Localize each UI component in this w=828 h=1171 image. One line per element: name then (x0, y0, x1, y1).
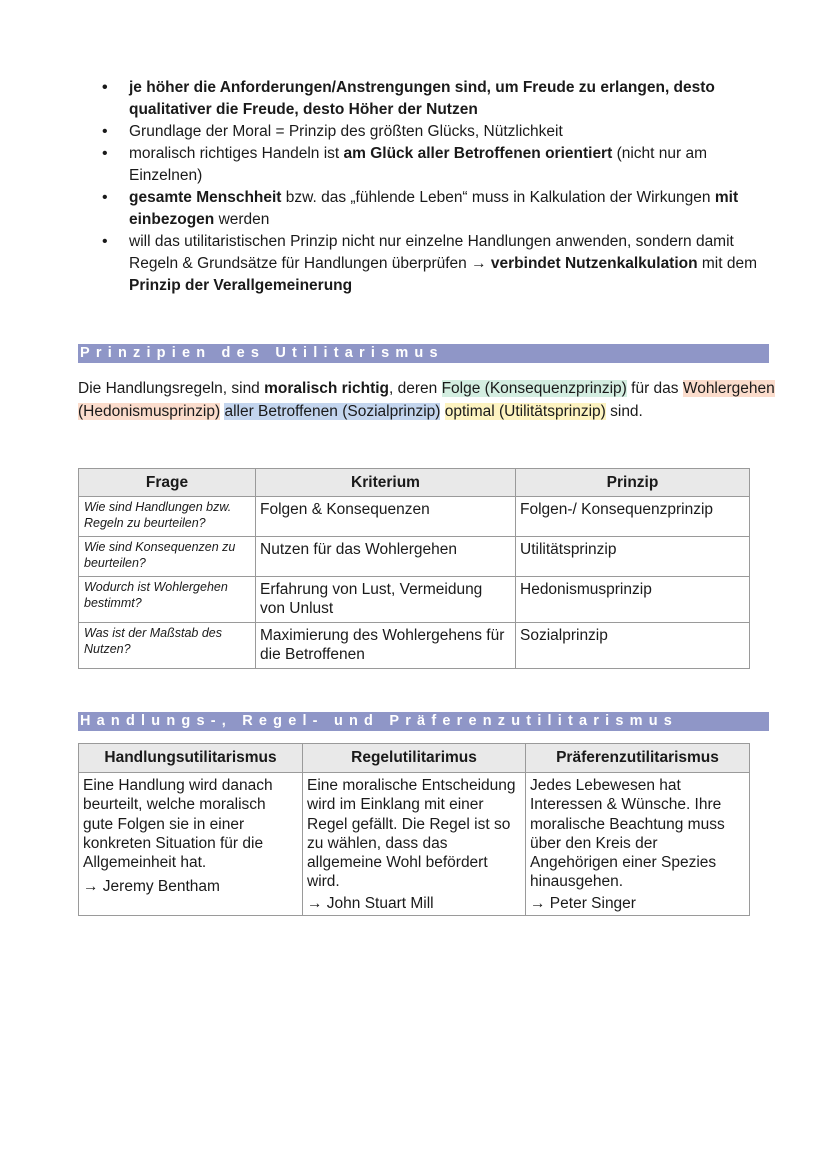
bullet-text-bold: verbindet Nutzenkalkulation (490, 255, 698, 272)
table-row (79, 537, 750, 577)
section-heading-prinzipien: Prinzipien des Utilitarismus (78, 344, 769, 363)
header-kriterium: Kriterium (256, 469, 516, 497)
paragraph-text: Die Handlungsregeln, sind (78, 380, 265, 397)
table-row (79, 577, 750, 623)
bullet-text-bold: mit einbezogen (129, 189, 739, 228)
list-item (98, 77, 758, 121)
bullet-text: will das utilitaristischen Prinzip nicht nur einzelne Handlungen anwenden, sondern damit Regeln & Grundsätze für Handlungen überprüfen → (129, 233, 734, 272)
criterion-cell: Maximierung des Wohlergehens für die Betroffenen (256, 623, 516, 669)
principle-cell: Hedonismusprinzip (516, 577, 750, 623)
list-item (98, 121, 758, 143)
header-frage: Frage (79, 469, 256, 497)
description-text: Jedes Lebewesen hat Interessen & Wünsche. Ihre moralische Beachtung muss über den Kreis der Angehörigen einer Spezies hinausgehen. (530, 777, 725, 891)
description-text: Eine Handlung wird danach beurteilt, welche moralisch gute Folgen sie in einer konkreten Situation für die Allgemeinheit hat. (83, 777, 273, 872)
utilitarianism-types-table (78, 743, 750, 916)
paragraph-text: , deren (389, 380, 442, 397)
paragraph-text-bold: moralisch richtig (264, 380, 390, 397)
table-row (79, 773, 750, 916)
list-item (98, 143, 758, 187)
philosopher-name: → John Stuart Mill (307, 894, 434, 912)
header-praeferenzutilitarismus: Präferenzutilitarismus (526, 744, 750, 773)
bullet-text: (nicht nur am Einzelnen) (129, 145, 708, 184)
description-cell (79, 773, 303, 916)
table-header-row (79, 744, 750, 773)
philosopher-name: → Jeremy Bentham (83, 878, 220, 896)
bullet-text: bzw. das „fühlende Leben“ muss in Kalkulation der Wirkungen (281, 189, 715, 206)
bullet-text-bold: gesamte Menschheit (129, 189, 282, 206)
description-cell (303, 773, 526, 916)
principle-cell: Utilitätsprinzip (516, 537, 750, 577)
bullet-text: werden (214, 211, 270, 228)
criterion-cell: Nutzen für das Wohlergehen (256, 537, 516, 577)
header-prinzip: Prinzip (516, 469, 750, 497)
question-cell: Was ist der Maßstab des Nutzen? (79, 623, 256, 669)
bullet-text: Grundlage der Moral = Prinzip des größten Glücks, Nützlichkeit (129, 123, 563, 140)
principles-table (78, 468, 750, 669)
header-handlungsutilitarismus: Handlungsutilitarismus (79, 744, 303, 773)
highlight-utilitaetsprinzip: optimal (Utilitätsprinzip) (444, 402, 606, 420)
highlight-sozialprinzip: aller Betroffenen (Sozialprinzip) (224, 402, 441, 420)
bullet-text: mit dem (697, 255, 758, 272)
header-regelutilitarismus: Regelutilitarimus (303, 744, 526, 773)
table-header-row (79, 469, 750, 497)
table-row (79, 623, 750, 669)
question-cell: Wodurch ist Wohlergehen bestimmt? (79, 577, 256, 623)
highlight-konsequenzprinzip: Folge (Konsequenzprinzip) (441, 380, 627, 397)
principle-cell: Folgen-/ Konsequenzprinzip (516, 497, 750, 537)
question-cell: Wie sind Handlungen bzw. Regeln zu beurteilen? (79, 497, 256, 537)
philosopher-name: → Peter Singer (530, 894, 636, 912)
principle-cell: Sozialprinzip (516, 623, 750, 669)
criterion-cell: Folgen & Konsequenzen (256, 497, 516, 537)
bullet-text: je höher die Anforderungen/Anstrengungen sind, um Freude zu erlangen, desto qualitativer die Freude, desto Höher der Nutzen (129, 79, 715, 118)
description-cell (526, 773, 750, 916)
paragraph-text: sind. (605, 402, 643, 420)
bullet-text: moralisch richtiges Handeln ist (129, 145, 344, 162)
description-text: Eine moralische Entscheidung wird im Einklang mit einer Regel gefällt. Die Regel ist so zu wählen, dass das allgemeine Wohl befördert wird. (307, 777, 516, 891)
section-heading-utilitarismus-formen: Handlungs-, Regel- und Präferenzutilitarismus (78, 712, 769, 731)
bullet-text-bold: Prinzip der Verallgemeinerung (129, 277, 353, 294)
highlight-hedonismusprinzip: Wohlergehen (Hedonismusprinzip) (78, 380, 775, 420)
bullet-list (98, 77, 758, 297)
table-row (79, 497, 750, 537)
question-cell: Wie sind Konsequenzen zu beurteilen? (79, 537, 256, 577)
list-item (98, 187, 758, 231)
bullet-text-bold: am Glück aller Betroffenen orientiert (343, 145, 613, 162)
criterion-cell: Erfahrung von Lust, Vermeidung von Unlust (256, 577, 516, 623)
principles-paragraph (78, 378, 778, 423)
list-item (98, 231, 758, 297)
paragraph-text: für das (626, 380, 683, 397)
